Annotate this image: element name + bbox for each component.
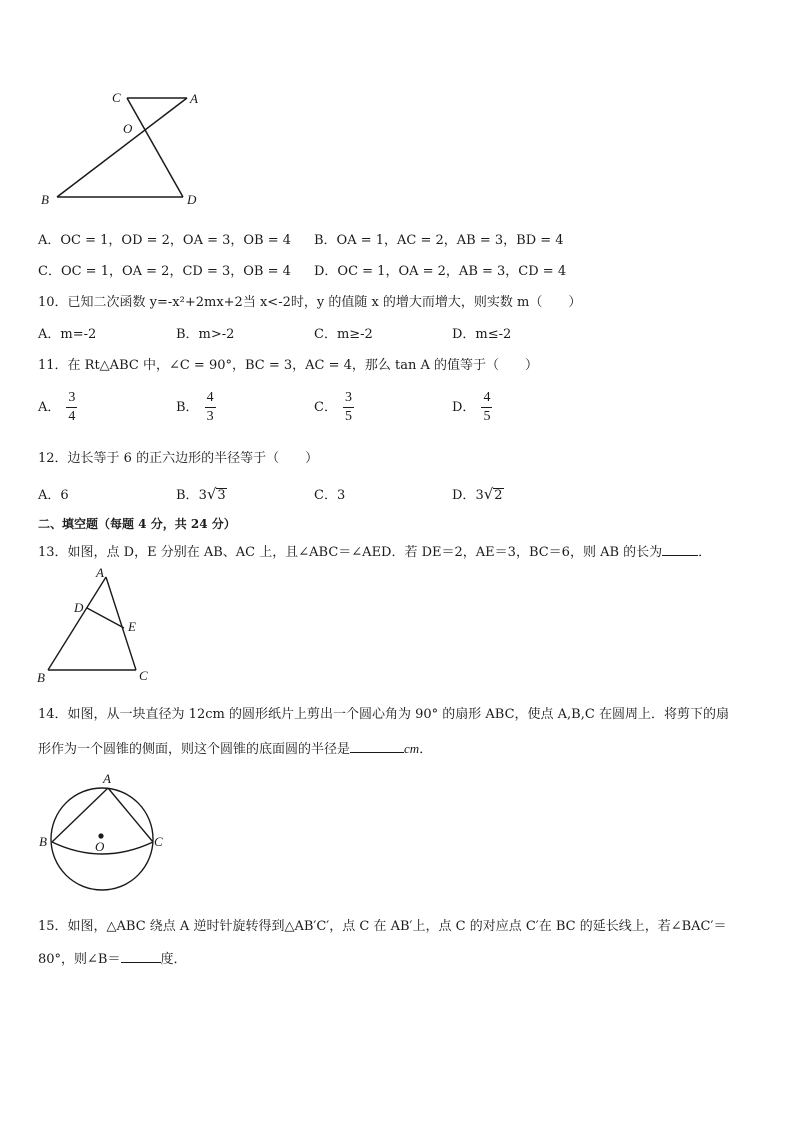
q11-option-a: A． $\frac{3}{4}$ — [38, 390, 76, 424]
fig1-label-B: B — [41, 192, 49, 207]
fig1-label-O: O — [123, 121, 133, 136]
q12-option-c: C．3 — [314, 488, 346, 503]
q10-option-d: D．m≤-2 — [452, 327, 512, 342]
figure-triangle-ade — [30, 565, 160, 687]
section-title: 二、填空题（每题 4 分，共 24 分） — [38, 517, 236, 531]
q12-d-radicand: 2 — [494, 488, 503, 503]
q11-b-denominator: 3 — [206, 409, 214, 424]
fig1-label-D: D — [187, 192, 197, 207]
q10-option-a: A．m=-2 — [38, 327, 97, 342]
fig2-label-E: E — [128, 619, 136, 634]
q9-option-a: A．OC = 1，OD = 2，OA = 3，OB = 4 — [38, 233, 292, 248]
q11-c-numerator: 3 — [343, 389, 354, 408]
q15-line2: 80°，则∠B＝ 度． — [38, 952, 187, 967]
fig3-label-O: O — [95, 839, 105, 854]
figure-circle-sector — [35, 768, 175, 893]
q13-stem: 13．如图，点 D，E 分别在 AB、AC 上，且∠ABC＝∠AED．若 DE＝2，AE＝3，BC＝6，则 AB 的长为 ． — [38, 545, 712, 560]
q9-option-c: C．OC = 1，OA = 2，CD = 3，OB = 4 — [38, 264, 291, 279]
q11-a-numerator: 3 — [66, 389, 77, 408]
q11-stem: 11．在 Rt△ABC 中，∠C = 90°，BC = 3，AC = 4，那么 tan A 的值等于（ ） — [38, 358, 539, 373]
q9-option-b: B．OA = 1，AC = 2，AB = 3，BD = 4 — [314, 233, 564, 248]
q11-c-denominator: 5 — [344, 409, 352, 424]
figure-crossing-lines — [30, 80, 230, 215]
fig2-label-A: A — [96, 565, 104, 580]
q11-option-c: C． $\frac{3}{5}$ — [314, 390, 352, 424]
q12-option-b: B．3√3 — [176, 485, 226, 503]
q11-option-d: D． $\frac{4}{5}$ — [452, 390, 491, 424]
q15-answer-blank[interactable] — [121, 950, 161, 963]
q11-d-denominator: 5 — [483, 409, 491, 424]
q10-option-c: C．m≥-2 — [314, 327, 373, 342]
fig1-label-A: A — [190, 91, 198, 106]
q12-stem: 12．边长等于 6 的正六边形的半径等于（ ） — [38, 451, 319, 466]
fig2-label-C: C — [139, 668, 148, 683]
q13-answer-blank[interactable] — [662, 543, 698, 556]
fig2-label-D: D — [74, 600, 84, 615]
q14-line1: 14．如图，从一块直径为 12cm 的圆形纸片上剪出一个圆心角为 90° 的扇形 ABC，使点 A,B,C 在圆周上．将剪下的扇 — [38, 707, 729, 722]
q11-b-numerator: 4 — [205, 389, 216, 408]
q14-line2: 形作为一个圆锥的侧面，则这个圆锥的底面圆的半径是 cm． — [38, 741, 433, 757]
q11-a-denominator: 4 — [68, 409, 76, 424]
fig2-label-B: B — [37, 670, 45, 685]
q11-option-b: B． $\frac{4}{3}$ — [176, 390, 214, 424]
q12-option-d: D．3√2 — [452, 485, 503, 503]
fig3-label-A: A — [103, 771, 111, 786]
fig3-label-B: B — [39, 834, 47, 849]
fig1-label-C: C — [112, 90, 121, 105]
q15-line1: 15．如图，△ABC 绕点 A 逆时针旋转得到△AB′C′，点 C 在 AB′上，点 C 的对应点 C′在 BC 的延长线上，若∠BAC′＝ — [38, 919, 727, 934]
q9-option-d: D．OC = 1，OA = 2，AB = 3，CD = 4 — [314, 264, 567, 279]
fig3-label-C: C — [154, 834, 163, 849]
q11-d-numerator: 4 — [481, 389, 492, 408]
q14-answer-blank[interactable] — [350, 740, 404, 753]
q10-option-b: B．m>-2 — [176, 327, 235, 342]
q12-option-a: A．6 — [38, 488, 69, 503]
q12-b-radicand: 3 — [217, 488, 226, 503]
q10-stem: 10．已知二次函数 y=-x²+2mx+2当 x<-2时，y 的值随 x 的增大而增大，则实数 m（ ） — [38, 295, 582, 310]
